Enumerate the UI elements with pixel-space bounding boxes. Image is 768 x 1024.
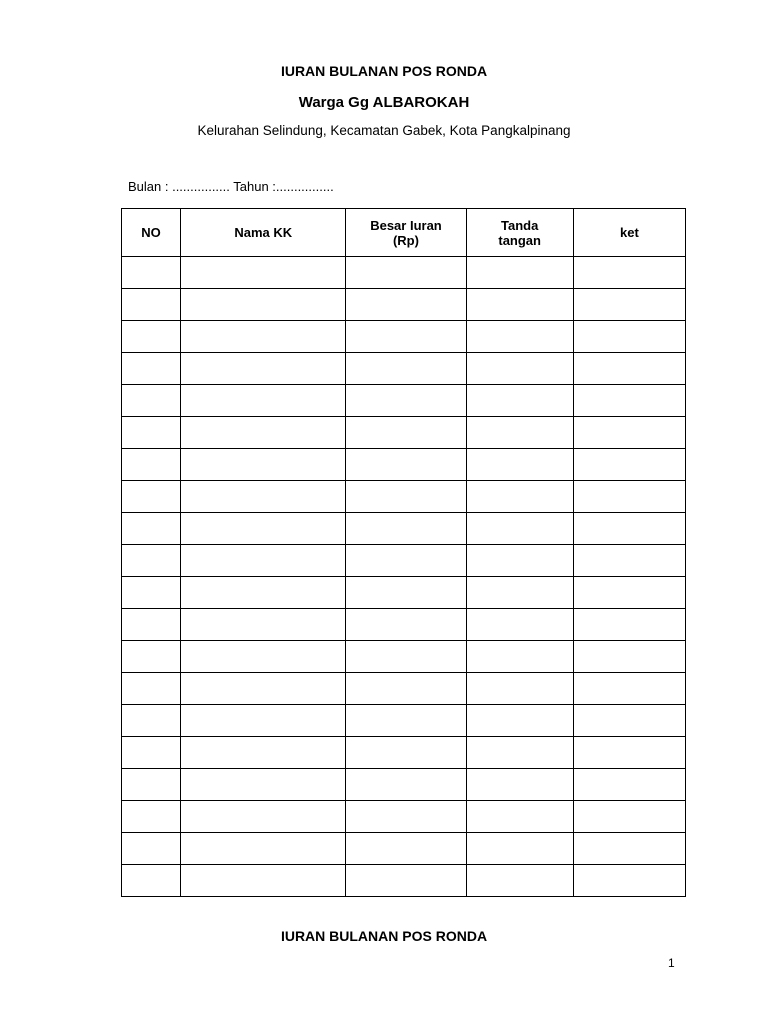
cell-no: [122, 321, 181, 353]
cell-nama-kk: [181, 609, 346, 641]
cell-tanda-tangan: [466, 257, 573, 289]
cell-ket: [573, 769, 685, 801]
cell-tanda-tangan: [466, 353, 573, 385]
cell-besar-iuran: [346, 545, 466, 577]
cell-besar-iuran: [346, 641, 466, 673]
cell-besar-iuran: [346, 289, 466, 321]
cell-besar-iuran: [346, 609, 466, 641]
header-tanda-line1: Tanda: [501, 217, 539, 233]
cell-tanda-tangan: [466, 801, 573, 833]
header-nama-kk: Nama KK: [181, 209, 346, 257]
cell-tanda-tangan: [466, 321, 573, 353]
table-row: [122, 513, 686, 545]
footer-title: IURAN BULANAN POS RONDA: [280, 928, 488, 944]
cell-besar-iuran: [346, 257, 466, 289]
cell-besar-iuran: [346, 449, 466, 481]
cell-besar-iuran: [346, 577, 466, 609]
cell-no: [122, 673, 181, 705]
cell-no: [122, 737, 181, 769]
table-row: [122, 577, 686, 609]
table-row: [122, 449, 686, 481]
cell-tanda-tangan: [466, 385, 573, 417]
table-row: [122, 417, 686, 449]
cell-tanda-tangan: [466, 449, 573, 481]
table-row: [122, 481, 686, 513]
cell-no: [122, 641, 181, 673]
cell-nama-kk: [181, 641, 346, 673]
cell-nama-kk: [181, 545, 346, 577]
header-besar-iuran: [346, 209, 466, 257]
cell-ket: [573, 513, 685, 545]
cell-nama-kk: [181, 417, 346, 449]
cell-tanda-tangan: [466, 769, 573, 801]
cell-nama-kk: [181, 257, 346, 289]
cell-besar-iuran: [346, 513, 466, 545]
cell-besar-iuran: [346, 833, 466, 865]
table-row: [122, 705, 686, 737]
header-ket: ket: [573, 209, 685, 257]
table-row: [122, 833, 686, 865]
cell-ket: [573, 577, 685, 609]
cell-ket: [573, 673, 685, 705]
cell-ket: [573, 641, 685, 673]
cell-tanda-tangan: [466, 705, 573, 737]
cell-besar-iuran: [346, 321, 466, 353]
table-row: [122, 353, 686, 385]
cell-no: [122, 353, 181, 385]
cell-ket: [573, 801, 685, 833]
cell-nama-kk: [181, 801, 346, 833]
document-title: IURAN BULANAN POS RONDA: [280, 63, 488, 79]
cell-tanda-tangan: [466, 609, 573, 641]
table-body: [122, 257, 686, 897]
cell-ket: [573, 289, 685, 321]
cell-no: [122, 705, 181, 737]
cell-ket: [573, 737, 685, 769]
table-row: [122, 609, 686, 641]
cell-besar-iuran: [346, 385, 466, 417]
header-besar-line2: (Rp): [392, 232, 419, 248]
cell-nama-kk: [181, 353, 346, 385]
cell-no: [122, 257, 181, 289]
cell-ket: [573, 833, 685, 865]
cell-no: [122, 417, 181, 449]
cell-tanda-tangan: [466, 673, 573, 705]
cell-tanda-tangan: [466, 577, 573, 609]
cell-nama-kk: [181, 321, 346, 353]
table-header-row: [122, 209, 686, 257]
cell-nama-kk: [181, 289, 346, 321]
cell-no: [122, 865, 181, 897]
cell-tanda-tangan: [466, 865, 573, 897]
cell-no: [122, 385, 181, 417]
cell-ket: [573, 545, 685, 577]
cell-no: [122, 513, 181, 545]
table-row: [122, 801, 686, 833]
location-line: Kelurahan Selindung, Kecamatan Gabek, Kota Pangkalpinang: [197, 123, 571, 138]
cell-tanda-tangan: [466, 641, 573, 673]
cell-tanda-tangan: [466, 481, 573, 513]
cell-besar-iuran: [346, 481, 466, 513]
cell-ket: [573, 385, 685, 417]
cell-nama-kk: [181, 449, 346, 481]
cell-tanda-tangan: [466, 545, 573, 577]
cell-nama-kk: [181, 705, 346, 737]
cell-besar-iuran: [346, 705, 466, 737]
header-besar-line1: Besar Iuran: [370, 217, 442, 233]
cell-nama-kk: [181, 481, 346, 513]
cell-ket: [573, 705, 685, 737]
table-row: [122, 673, 686, 705]
cell-nama-kk: [181, 577, 346, 609]
cell-tanda-tangan: [466, 833, 573, 865]
cell-nama-kk: [181, 833, 346, 865]
cell-besar-iuran: [346, 801, 466, 833]
cell-no: [122, 833, 181, 865]
cell-besar-iuran: [346, 417, 466, 449]
cell-tanda-tangan: [466, 417, 573, 449]
table-row: [122, 321, 686, 353]
cell-nama-kk: [181, 737, 346, 769]
table-row: [122, 865, 686, 897]
cell-besar-iuran: [346, 673, 466, 705]
table-row: [122, 257, 686, 289]
cell-ket: [573, 865, 685, 897]
cell-besar-iuran: [346, 737, 466, 769]
cell-no: [122, 769, 181, 801]
document-subtitle: Warga Gg ALBAROKAH: [298, 94, 470, 111]
table-row: [122, 769, 686, 801]
table-row: [122, 289, 686, 321]
cell-no: [122, 481, 181, 513]
cell-tanda-tangan: [466, 737, 573, 769]
cell-ket: [573, 417, 685, 449]
header-tanda-line2: tangan: [498, 232, 541, 248]
cell-nama-kk: [181, 865, 346, 897]
header-no: NO: [122, 209, 181, 257]
cell-no: [122, 289, 181, 321]
cell-nama-kk: [181, 769, 346, 801]
cell-tanda-tangan: [466, 289, 573, 321]
cell-nama-kk: [181, 673, 346, 705]
cell-ket: [573, 609, 685, 641]
cell-ket: [573, 257, 685, 289]
cell-nama-kk: [181, 385, 346, 417]
cell-no: [122, 801, 181, 833]
cell-ket: [573, 449, 685, 481]
cell-ket: [573, 353, 685, 385]
cell-no: [122, 577, 181, 609]
cell-nama-kk: [181, 513, 346, 545]
table-row: [122, 385, 686, 417]
cell-besar-iuran: [346, 865, 466, 897]
period-line: Bulan : ................ Tahun :................: [128, 179, 334, 194]
cell-no: [122, 449, 181, 481]
iuran-table: [121, 208, 686, 897]
page-number: 1: [668, 956, 675, 970]
table-row: [122, 737, 686, 769]
cell-no: [122, 545, 181, 577]
cell-ket: [573, 481, 685, 513]
header-tanda-tangan: [466, 209, 573, 257]
cell-no: [122, 609, 181, 641]
cell-ket: [573, 321, 685, 353]
table-row: [122, 545, 686, 577]
table-row: [122, 641, 686, 673]
cell-besar-iuran: [346, 769, 466, 801]
cell-tanda-tangan: [466, 513, 573, 545]
cell-besar-iuran: [346, 353, 466, 385]
